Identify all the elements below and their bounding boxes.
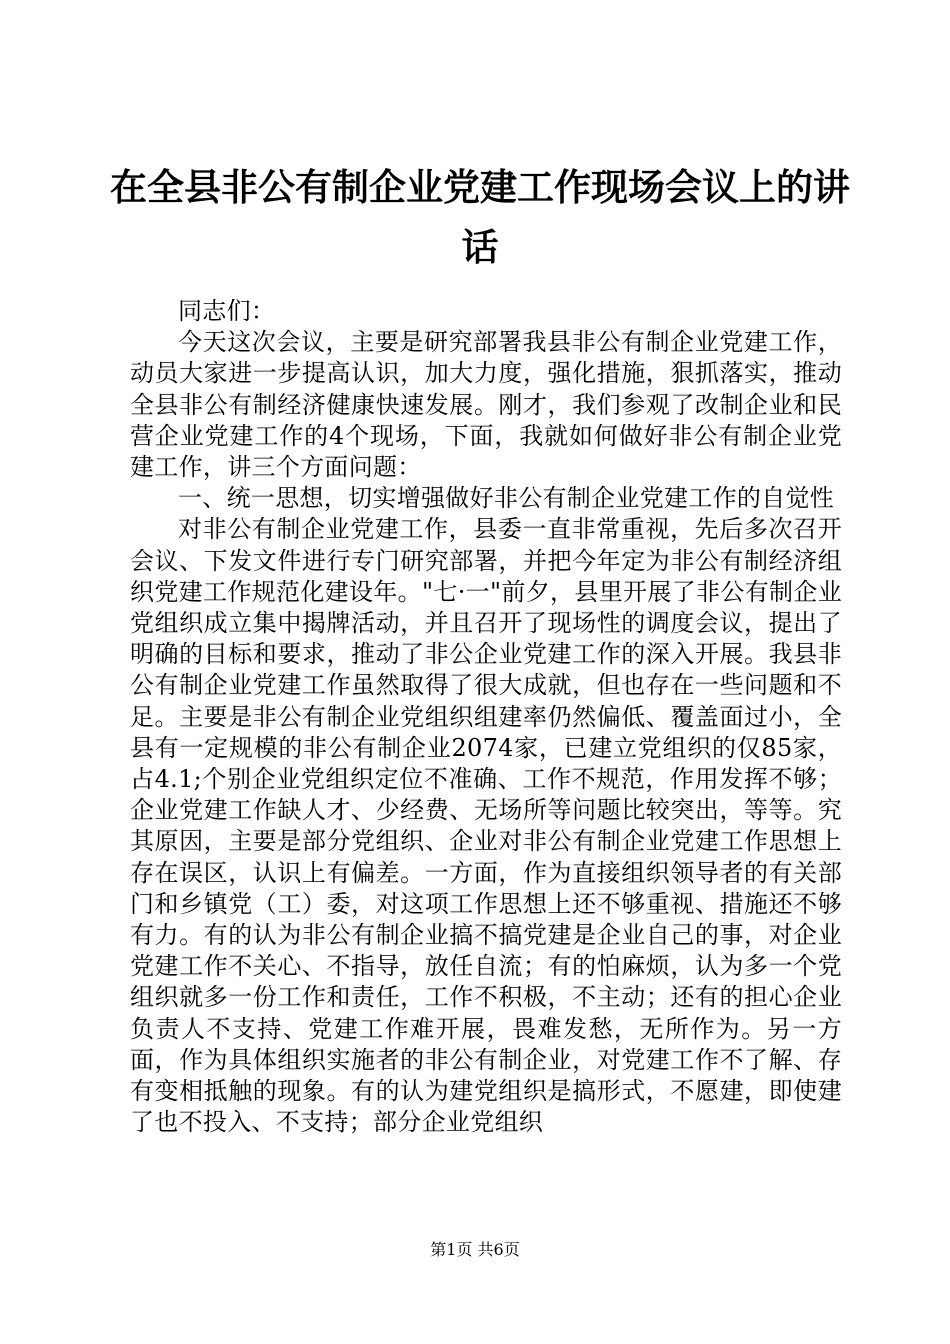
- page-number-footer: 第1页 共6页: [430, 1240, 520, 1259]
- body-paragraph: 今天这次会议，主要是研究部署我县非公有制企业党建工作，动员大家进一步提高认识，加大力度，强化措施，狠抓落实，推动全县非公有制经济健康快速发展。刚才，我们参观了改制企业和民营企业党建工作的4个现场，下面，我就如何做好非公有制企业党建工作，讲三个方面问题：: [130, 328, 842, 482]
- body-paragraph: 对非公有制企业党建工作，县委一直非常重视，先后多次召开会议、下发文件进行专门研究部署，并把今年定为非公有制经济组织党建工作规范化建设年。"七·一"前夕，县里开展了非公有制企业党组织成立集中揭牌活动，并且召开了现场性的调度会议，提出了明确的目标和要求，推动了非公企业党建工作的深入开展。我县非公有制企业党建工作虽然取得了很大成就，但也存在一些问题和不足。主要是非公有制企业党组织组建率仍然偏低、覆盖面过小，全县有一定规模的非公有制企业2074家，已建立党组织的仅85家，占4.1;个别企业党组织定位不准确、工作不规范，作用发挥不够；企业党建工作缺人才、少经费、无场所等问题比较突出，等等。究其原因，主要是部分党组织、企业对非公有制企业党建工作思想上存在误区，认识上有偏差。一方面，作为直接组织领导者的有关部门和乡镇党（工）委，对这项工作思想上还不够重视、措施还不够有力。有的认为非公有制企业搞不搞党建是企业自己的事，对企业党建工作不关心、不指导，放任自流；有的怕麻烦，认为多一个党组织就多一份工作和责任，工作不积极，不主动；还有的担心企业负责人不支持、党建工作难开展，畏难发愁，无所作为。另一方面，作为具体组织实施者的非公有制企业，对党建工作不了解、存有变相抵触的现象。有的认为建党组织是搞形式，不愿建，即使建了也不投入、不支持；部分企业党组织: [130, 515, 842, 1137]
- section-heading: 一、统一思想，切实增强做好非公有制企业党建工作的自觉性: [178, 484, 835, 513]
- document-title: 在全县非公有制企业党建工作现场会议上的讲话: [110, 166, 850, 269]
- salutation-paragraph: 同志们：: [178, 297, 276, 325]
- document-body: [130, 296, 842, 1138]
